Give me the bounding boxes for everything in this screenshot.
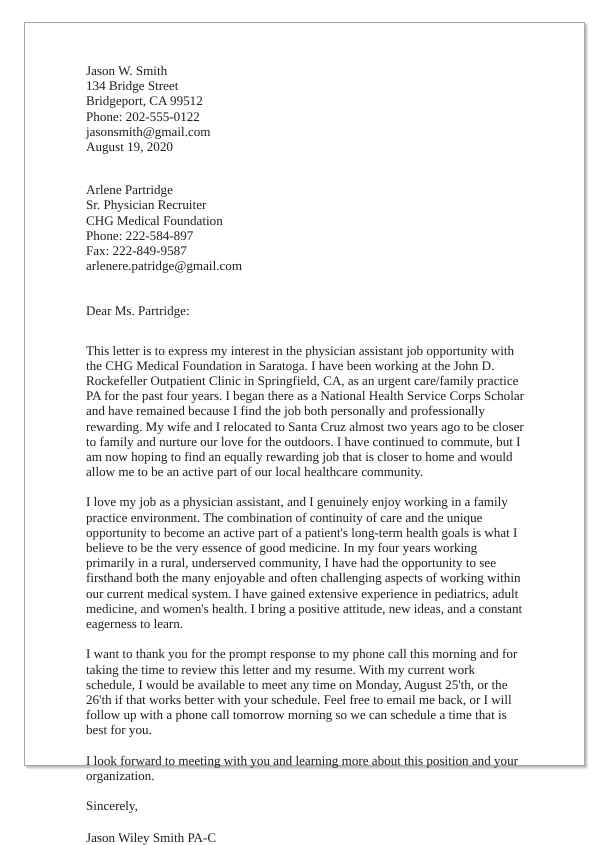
salutation: Dear Ms. Partridge: [86, 303, 190, 319]
sender-name: Jason W. Smith [86, 63, 168, 78]
recipient-address-block [86, 182, 546, 273]
letter-date: August 19, 2020 [86, 139, 173, 155]
recipient-title: Sr. Physician Recruiter [86, 197, 207, 213]
document-page-wrapper [24, 22, 585, 845]
recipient-organization: CHG Medical Foundation [86, 212, 223, 228]
body-paragraph-3: I want to thank you for the prompt response to my phone call this morning and for taking the time to review this letter and my resume. With my current work schedule, I would be available to meet any time on Monday, August 25'th, or the 26'th if that works better with your schedule. Feel free to email me back, or I will follow up with a phone call tomorrow morning so we can schedule a time that is best for you. [86, 646, 518, 738]
spacer-paragraph-3 [86, 738, 546, 753]
recipient-email: arlenere.patridge@gmail.com [86, 258, 243, 274]
spacer-after-sender [86, 154, 546, 182]
recipient-fax: Fax: 222-849-9587 [86, 243, 187, 259]
document-body [86, 63, 546, 845]
spacer-after-salutation [86, 319, 546, 343]
spacer-after-recipient [86, 273, 546, 303]
sender-city-state-zip: Bridgeport, CA 99512 [86, 93, 203, 109]
sender-phone: Phone: 202-555-0122 [86, 108, 200, 124]
spacer-before-signature [86, 813, 546, 830]
body-paragraph-2: I love my job as a physician assistant, and I genuinely enjoy working in a family practice environment. The combination of continuity of care and the unique opportunity to become an active part of a patient's long-term health goals is what I believe to be the very essence of good medicine. In my four years working primarily in a rural, underserved community, I have had the opportunity to see firsthand both the many enjoyable and often challenging aspects of working within our current medical system. I have gained extensive experience in pediatrics, adult medicine, and women's health. I bring a positive attitude, new ideas, and a constant eagerness to learn. [86, 494, 523, 632]
closing-salutation: Sincerely, [86, 797, 138, 813]
spacer-paragraph-1 [86, 479, 546, 494]
spacer-paragraph-2 [86, 631, 546, 646]
body-paragraph-1: This letter is to express my interest in the physician assistant job opportunity with the CHG Medical Foundation in Saratoga. I have been working at the John D. Rockefeller Outpatient Clinic in Springfield, CA, as an urgent care/family practice PA for the past four years. I began there as a National Health Service Corps Scholar and have remained because I find the job both personally and professionally rewarding. My wife and I relocated to Santa Cruz almost two years ago to be closer to family and nurture our love for the outdoors. I have continued to commute, but I am now hoping to find an equally rewarding job that is closer to home and would allow me to be an active part of our local healthcare community. [86, 342, 525, 480]
body-paragraph-4: I look forward to meeting with you and learning more about this position and your organization. [86, 752, 519, 783]
sender-email: jasonsmith@gmail.com [86, 123, 211, 139]
sender-street: 134 Bridge Street [86, 78, 179, 94]
recipient-name: Arlene Partridge [86, 182, 173, 198]
signature-name: Jason Wiley Smith PA-C [86, 830, 217, 845]
spacer-before-closing [86, 783, 546, 798]
sender-address-block [86, 63, 546, 154]
document-page [24, 22, 585, 845]
recipient-phone: Phone: 222-584-897 [86, 227, 194, 243]
